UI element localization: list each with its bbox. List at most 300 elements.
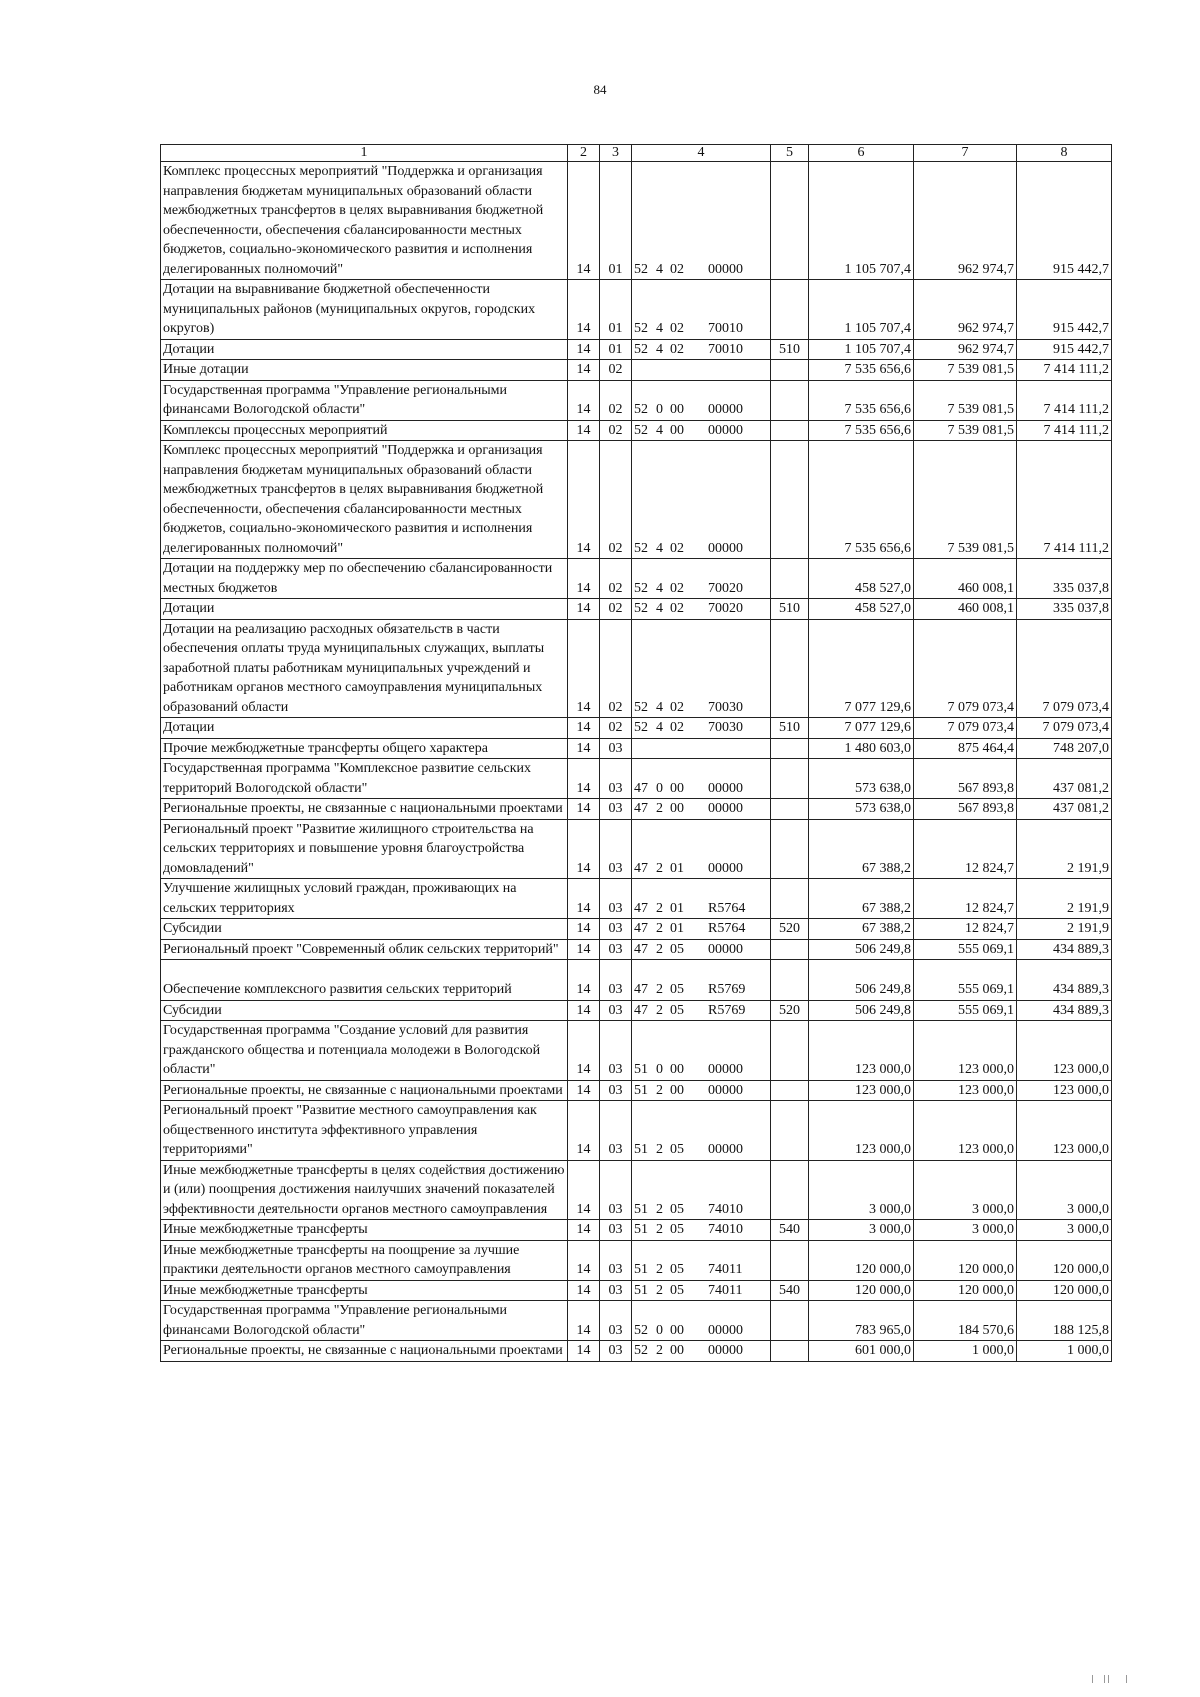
value-year-3: 434 889,3 — [1017, 1000, 1112, 1021]
code-section: 14 — [568, 819, 600, 879]
code-program: 52 — [634, 402, 648, 417]
value-year-3: 7 414 111,2 — [1017, 360, 1112, 381]
code-subsection: 03 — [600, 1101, 632, 1161]
code-expense-type: 510 — [771, 718, 809, 739]
code-section: 14 — [568, 1021, 600, 1081]
code-event: 05 — [670, 1262, 684, 1277]
table-body — [161, 162, 1112, 1362]
code-program: 47 — [634, 900, 648, 916]
code-subsection: 03 — [600, 1000, 632, 1021]
row-name: Дотации на поддержку мер по обеспечению сбалансированности местных бюджетов — [161, 559, 568, 599]
value-year-1: 573 638,0 — [809, 759, 914, 799]
value-year-2: 123 000,0 — [914, 1080, 1017, 1101]
budget-table — [160, 144, 1112, 1362]
table-row — [161, 619, 1112, 718]
code-subsection: 02 — [600, 380, 632, 420]
table-row — [161, 1220, 1112, 1241]
code-subsection: 03 — [600, 799, 632, 820]
table-row — [161, 1240, 1112, 1280]
code-expense-type — [771, 1021, 809, 1081]
code-subprogram: 2 — [656, 1343, 663, 1358]
code-direction: 74011 — [708, 1262, 743, 1277]
code-direction: 00000 — [708, 1322, 743, 1338]
value-year-2: 962 974,7 — [914, 339, 1017, 360]
code-direction: 70020 — [708, 580, 743, 596]
value-year-2: 123 000,0 — [914, 1021, 1017, 1081]
code-event: 01 — [670, 900, 684, 916]
code-section: 14 — [568, 1080, 600, 1101]
value-year-3: 915 442,7 — [1017, 339, 1112, 360]
value-year-1: 506 249,8 — [809, 1000, 914, 1021]
code-target-item — [632, 162, 771, 280]
code-program: 52 — [634, 422, 648, 438]
code-direction: R5764 — [708, 900, 746, 916]
code-section: 14 — [568, 1301, 600, 1341]
code-subprogram: 2 — [656, 921, 663, 936]
code-expense-type — [771, 1160, 809, 1220]
value-year-3: 2 191,9 — [1017, 919, 1112, 940]
code-subsection: 03 — [600, 819, 632, 879]
value-year-1: 506 249,8 — [809, 960, 914, 1001]
code-direction: 70030 — [708, 699, 743, 715]
code-program: 52 — [634, 341, 648, 357]
value-year-2: 875 464,4 — [914, 738, 1017, 759]
value-year-2: 7 539 081,5 — [914, 420, 1017, 441]
table-row — [161, 718, 1112, 739]
code-target-item — [632, 339, 771, 360]
code-expense-type — [771, 360, 809, 381]
value-year-1: 120 000,0 — [809, 1240, 914, 1280]
code-target-item — [632, 819, 771, 879]
code-direction: 74010 — [708, 1201, 743, 1217]
table-row — [161, 1280, 1112, 1301]
table-row — [161, 939, 1112, 960]
code-subsection: 03 — [600, 1021, 632, 1081]
code-program: 52 — [634, 580, 648, 596]
value-year-2: 123 000,0 — [914, 1101, 1017, 1161]
code-subprogram: 2 — [656, 860, 663, 876]
value-year-3: 915 442,7 — [1017, 280, 1112, 340]
value-year-3: 2 191,9 — [1017, 879, 1112, 919]
row-name: Улучшение жилищных условий граждан, проживающих на сельских территориях — [161, 879, 568, 919]
code-direction: 00000 — [708, 801, 743, 816]
code-direction: R5764 — [708, 921, 746, 936]
code-expense-type — [771, 759, 809, 799]
value-year-3: 915 442,7 — [1017, 162, 1112, 280]
row-name: Комплекс процессных мероприятий "Поддержка и организация направления бюджетам муниципальных образований области межбюджетных трансфертов в целях выравнивания бюджетной обеспеченности, обеспечения сбалансированности местных бюджетов, социально-экономического развития и исполнения делегированных полномочий" — [161, 441, 568, 559]
code-program: 51 — [634, 1082, 648, 1098]
code-section: 14 — [568, 1280, 600, 1301]
value-year-1: 67 388,2 — [809, 919, 914, 940]
code-section: 14 — [568, 559, 600, 599]
value-year-2: 962 974,7 — [914, 162, 1017, 280]
code-section: 14 — [568, 599, 600, 620]
code-event: 02 — [670, 699, 684, 715]
value-year-3: 120 000,0 — [1017, 1240, 1112, 1280]
code-program: 52 — [634, 1322, 648, 1338]
code-section: 14 — [568, 1000, 600, 1021]
code-event: 00 — [670, 1322, 684, 1338]
code-direction: 00000 — [708, 860, 743, 876]
code-subsection: 03 — [600, 738, 632, 759]
value-year-2: 3 000,0 — [914, 1160, 1017, 1220]
code-program: 47 — [634, 801, 648, 816]
code-target-item — [632, 360, 771, 381]
code-program: 51 — [634, 1222, 648, 1237]
table-row — [161, 919, 1112, 940]
code-subsection: 02 — [600, 360, 632, 381]
code-event: 02 — [670, 540, 684, 556]
row-name: Государственная программа "Комплексное развитие сельских территорий Вологодской области" — [161, 759, 568, 799]
row-name: Иные межбюджетные трансферты в целях содействия достижению и (или) поощрения достижения наилучших значений показателей эффективности деятельности органов местного самоуправления — [161, 1160, 568, 1220]
code-subprogram: 2 — [656, 801, 663, 816]
code-subsection: 02 — [600, 599, 632, 620]
table-row — [161, 559, 1112, 599]
value-year-1: 601 000,0 — [809, 1341, 914, 1362]
row-name: Региональные проекты, не связанные с национальными проектами — [161, 1080, 568, 1101]
code-subprogram: 2 — [656, 1222, 663, 1237]
code-subprogram: 4 — [656, 580, 663, 596]
code-subsection: 03 — [600, 1160, 632, 1220]
code-subsection: 03 — [600, 879, 632, 919]
value-year-2: 7 539 081,5 — [914, 380, 1017, 420]
code-subsection: 03 — [600, 1220, 632, 1241]
code-subsection: 03 — [600, 919, 632, 940]
value-year-3: 123 000,0 — [1017, 1021, 1112, 1081]
value-year-3: 437 081,2 — [1017, 759, 1112, 799]
value-year-2: 1 000,0 — [914, 1341, 1017, 1362]
row-name: Иные межбюджетные трансферты — [161, 1280, 568, 1301]
code-expense-type — [771, 559, 809, 599]
code-subprogram: 0 — [656, 402, 663, 417]
code-expense-type — [771, 1101, 809, 1161]
code-program: 47 — [634, 921, 648, 936]
table-row — [161, 599, 1112, 620]
code-program: 52 — [634, 720, 648, 735]
table-row — [161, 879, 1112, 919]
row-name: Региональный проект "Современный облик сельских территорий" — [161, 939, 568, 960]
value-year-2: 120 000,0 — [914, 1240, 1017, 1280]
code-target-item — [632, 799, 771, 820]
code-target-item — [632, 420, 771, 441]
code-direction: 00000 — [708, 1343, 743, 1358]
page-number: 84 — [593, 82, 607, 97]
value-year-1: 7 077 129,6 — [809, 619, 914, 718]
table-row — [161, 960, 1112, 1001]
value-year-2: 555 069,1 — [914, 939, 1017, 960]
code-expense-type — [771, 380, 809, 420]
table-row — [161, 1301, 1112, 1341]
code-event: 00 — [670, 1343, 684, 1358]
code-section: 14 — [568, 759, 600, 799]
code-subsection: 02 — [600, 559, 632, 599]
row-name: Региональный проект "Развитие местного самоуправления как общественного института эффективного управления территориями" — [161, 1101, 568, 1161]
code-direction: 00000 — [708, 422, 743, 438]
row-name: Дотации на выравнивание бюджетной обеспеченности муниципальных районов (муниципальных округов, городских округов) — [161, 280, 568, 340]
header-col-4: 4 — [632, 145, 771, 162]
code-target-item — [632, 939, 771, 960]
row-name: Субсидии — [161, 919, 568, 940]
value-year-1: 573 638,0 — [809, 799, 914, 820]
code-target-item — [632, 1341, 771, 1362]
code-subprogram: 4 — [656, 261, 663, 277]
table-row — [161, 1160, 1112, 1220]
code-subprogram: 4 — [656, 321, 663, 336]
code-subprogram: 4 — [656, 341, 663, 357]
code-section: 14 — [568, 799, 600, 820]
code-subprogram: 2 — [656, 1201, 663, 1217]
row-name: Региональные проекты, не связанные с национальными проектами — [161, 1341, 568, 1362]
code-direction: R5769 — [708, 1002, 746, 1018]
code-section: 14 — [568, 360, 600, 381]
code-expense-type: 540 — [771, 1280, 809, 1301]
value-year-3: 434 889,3 — [1017, 939, 1112, 960]
code-expense-type — [771, 939, 809, 960]
code-direction: 70010 — [708, 321, 743, 336]
code-event: 02 — [670, 341, 684, 357]
code-section: 14 — [568, 1341, 600, 1362]
code-subprogram: 2 — [656, 1262, 663, 1277]
code-event: 00 — [670, 780, 684, 796]
header-col-5: 5 — [771, 145, 809, 162]
value-year-2: 7 539 081,5 — [914, 360, 1017, 381]
value-year-3: 434 889,3 — [1017, 960, 1112, 1001]
table-row — [161, 1000, 1112, 1021]
code-subprogram: 4 — [656, 540, 663, 556]
header-col-1: 1 — [161, 145, 568, 162]
value-year-2: 12 824,7 — [914, 819, 1017, 879]
value-year-1: 67 388,2 — [809, 879, 914, 919]
header-col-3: 3 — [600, 145, 632, 162]
code-subprogram: 2 — [656, 1282, 663, 1298]
value-year-1: 1 105 707,4 — [809, 162, 914, 280]
value-year-3: 335 037,8 — [1017, 599, 1112, 620]
code-direction: 00000 — [708, 1082, 743, 1098]
code-target-item — [632, 718, 771, 739]
code-event: 05 — [670, 1222, 684, 1237]
table-row — [161, 819, 1112, 879]
code-direction: 00000 — [708, 941, 743, 957]
table-row — [161, 420, 1112, 441]
code-direction: 74011 — [708, 1282, 743, 1298]
value-year-1: 7 535 656,6 — [809, 441, 914, 559]
code-subprogram: 4 — [656, 422, 663, 438]
value-year-1: 1 105 707,4 — [809, 280, 914, 340]
value-year-1: 458 527,0 — [809, 599, 914, 620]
row-name: Государственная программа "Управление региональными финансами Вологодской области" — [161, 1301, 568, 1341]
value-year-2: 3 000,0 — [914, 1220, 1017, 1241]
code-section: 14 — [568, 619, 600, 718]
code-event: 05 — [670, 941, 684, 957]
code-section: 14 — [568, 939, 600, 960]
code-program: 51 — [634, 1262, 648, 1277]
row-name: Иные дотации — [161, 360, 568, 381]
code-direction: 00000 — [708, 780, 743, 796]
code-expense-type — [771, 1080, 809, 1101]
table-row — [161, 360, 1112, 381]
scan-mark — [1082, 1673, 1142, 1683]
code-event: 02 — [670, 321, 684, 336]
code-section: 14 — [568, 1220, 600, 1241]
value-year-2: 184 570,6 — [914, 1301, 1017, 1341]
code-section: 14 — [568, 718, 600, 739]
value-year-3: 123 000,0 — [1017, 1080, 1112, 1101]
code-expense-type — [771, 1301, 809, 1341]
row-name: Дотации — [161, 599, 568, 620]
code-expense-type: 540 — [771, 1220, 809, 1241]
code-target-item — [632, 619, 771, 718]
code-program: 47 — [634, 1002, 648, 1018]
code-program: 47 — [634, 982, 648, 997]
code-target-item — [632, 879, 771, 919]
code-section: 14 — [568, 380, 600, 420]
code-section: 14 — [568, 441, 600, 559]
code-direction: 00000 — [708, 1142, 743, 1157]
value-year-1: 7 535 656,6 — [809, 360, 914, 381]
code-section: 14 — [568, 919, 600, 940]
code-subprogram: 0 — [656, 780, 663, 796]
value-year-1: 7 535 656,6 — [809, 380, 914, 420]
row-name: Региональные проекты, не связанные с национальными проектами — [161, 799, 568, 820]
value-year-2: 7 079 073,4 — [914, 619, 1017, 718]
value-year-1: 458 527,0 — [809, 559, 914, 599]
code-subsection: 03 — [600, 1341, 632, 1362]
code-subsection: 03 — [600, 1240, 632, 1280]
code-program: 47 — [634, 941, 648, 957]
value-year-3: 7 414 111,2 — [1017, 420, 1112, 441]
code-subsection: 01 — [600, 339, 632, 360]
code-subprogram: 0 — [656, 1322, 663, 1338]
code-expense-type — [771, 441, 809, 559]
table-row — [161, 759, 1112, 799]
code-direction: 00000 — [708, 402, 743, 417]
value-year-3: 2 191,9 — [1017, 819, 1112, 879]
header-col-6: 6 — [809, 145, 914, 162]
code-expense-type — [771, 162, 809, 280]
value-year-1: 506 249,8 — [809, 939, 914, 960]
code-direction: R5769 — [708, 982, 746, 997]
row-name: Иные межбюджетные трансферты на поощрение за лучшие практики деятельности органов местного самоуправления — [161, 1240, 568, 1280]
code-direction: 70020 — [708, 601, 743, 616]
value-year-1: 3 000,0 — [809, 1160, 914, 1220]
value-year-3: 335 037,8 — [1017, 559, 1112, 599]
code-subprogram: 4 — [656, 601, 663, 616]
code-target-item — [632, 1101, 771, 1161]
code-target-item — [632, 599, 771, 620]
value-year-2: 460 008,1 — [914, 599, 1017, 620]
code-target-item — [632, 1280, 771, 1301]
code-subsection: 03 — [600, 1080, 632, 1101]
table-row — [161, 1341, 1112, 1362]
code-program: 52 — [634, 1343, 648, 1358]
code-expense-type — [771, 819, 809, 879]
code-section: 14 — [568, 280, 600, 340]
code-subsection: 03 — [600, 1301, 632, 1341]
code-subsection: 02 — [600, 420, 632, 441]
code-direction: 70010 — [708, 341, 743, 357]
value-year-1: 3 000,0 — [809, 1220, 914, 1241]
code-expense-type — [771, 619, 809, 718]
code-direction: 00000 — [708, 261, 743, 277]
code-program: 51 — [634, 1201, 648, 1217]
code-subsection: 02 — [600, 619, 632, 718]
value-year-3: 7 079 073,4 — [1017, 619, 1112, 718]
code-expense-type: 520 — [771, 1000, 809, 1021]
code-target-item — [632, 1080, 771, 1101]
code-event: 00 — [670, 422, 684, 438]
value-year-3: 7 414 111,2 — [1017, 441, 1112, 559]
code-section: 14 — [568, 738, 600, 759]
code-expense-type — [771, 280, 809, 340]
code-target-item — [632, 1220, 771, 1241]
value-year-1: 7 535 656,6 — [809, 420, 914, 441]
code-program: 52 — [634, 601, 648, 616]
code-target-item — [632, 738, 771, 759]
code-section: 14 — [568, 162, 600, 280]
value-year-3: 7 414 111,2 — [1017, 380, 1112, 420]
code-subsection: 03 — [600, 1280, 632, 1301]
value-year-2: 460 008,1 — [914, 559, 1017, 599]
code-target-item — [632, 441, 771, 559]
code-subsection: 03 — [600, 759, 632, 799]
code-event: 05 — [670, 1282, 684, 1298]
code-event: 02 — [670, 261, 684, 277]
value-year-3: 123 000,0 — [1017, 1101, 1112, 1161]
table-row — [161, 738, 1112, 759]
value-year-2: 555 069,1 — [914, 960, 1017, 1001]
value-year-2: 7 539 081,5 — [914, 441, 1017, 559]
code-event: 05 — [670, 1201, 684, 1217]
code-program: 51 — [634, 1062, 648, 1077]
code-target-item — [632, 1301, 771, 1341]
code-event: 00 — [670, 1062, 684, 1077]
code-section: 14 — [568, 1160, 600, 1220]
value-year-2: 555 069,1 — [914, 1000, 1017, 1021]
header-col-2: 2 — [568, 145, 600, 162]
value-year-2: 12 824,7 — [914, 919, 1017, 940]
value-year-1: 120 000,0 — [809, 1280, 914, 1301]
value-year-3: 7 079 073,4 — [1017, 718, 1112, 739]
value-year-3: 1 000,0 — [1017, 1341, 1112, 1362]
code-program: 52 — [634, 261, 648, 277]
code-expense-type — [771, 1341, 809, 1362]
value-year-3: 120 000,0 — [1017, 1280, 1112, 1301]
code-program: 47 — [634, 860, 648, 876]
code-section: 14 — [568, 960, 600, 1001]
code-program: 52 — [634, 540, 648, 556]
row-name: Комплекс процессных мероприятий "Поддержка и организация направления бюджетам муниципальных образований области межбюджетных трансфертов в целях выравнивания бюджетной обеспеченности, обеспечения сбалансированности местных бюджетов, социально-экономического развития и исполнения делегированных полномочий" — [161, 162, 568, 280]
code-event: 02 — [670, 720, 684, 735]
table-row — [161, 380, 1112, 420]
code-subprogram: 4 — [656, 699, 663, 715]
code-subprogram: 2 — [656, 1142, 663, 1157]
value-year-3: 748 207,0 — [1017, 738, 1112, 759]
code-target-item — [632, 280, 771, 340]
value-year-3: 188 125,8 — [1017, 1301, 1112, 1341]
code-section: 14 — [568, 1240, 600, 1280]
code-expense-type — [771, 879, 809, 919]
code-program: 52 — [634, 699, 648, 715]
value-year-1: 123 000,0 — [809, 1101, 914, 1161]
code-direction: 00000 — [708, 1062, 743, 1077]
header-col-7: 7 — [914, 145, 1017, 162]
code-expense-type: 520 — [771, 919, 809, 940]
code-subprogram: 2 — [656, 941, 663, 957]
value-year-1: 67 388,2 — [809, 819, 914, 879]
value-year-1: 123 000,0 — [809, 1021, 914, 1081]
row-name: Прочие межбюджетные трансферты общего характера — [161, 738, 568, 759]
code-program: 52 — [634, 321, 648, 336]
